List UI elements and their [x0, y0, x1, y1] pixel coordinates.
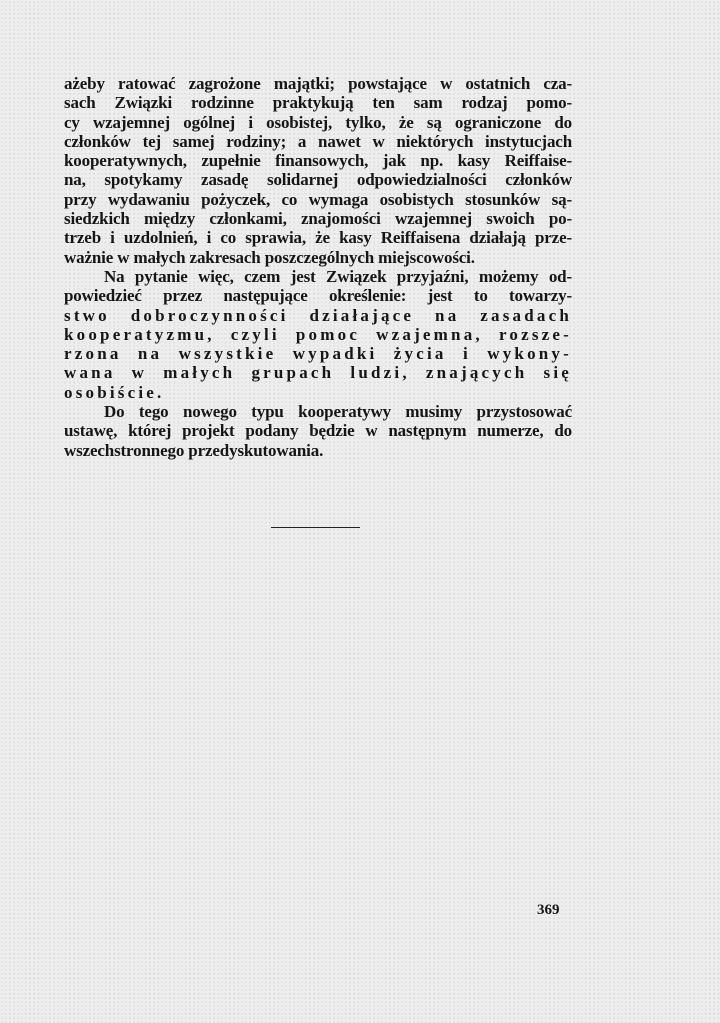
text-line: trzeb i uzdolnień, i co sprawia, że kasy Reiffaisena działają prze- — [64, 228, 572, 248]
text-line: członków tej samej rodziny; a nawet w niektórych instytucjach — [64, 131, 572, 151]
text-line: stwo dobroczynności działające na zasadach — [64, 305, 572, 325]
text-line: cy wzajemnej ogólnej i osobistej, tylko, że są ograniczone do — [64, 112, 572, 132]
text-line: ażeby ratować zagrożone majątki; powstające w ostatnich cza- — [64, 74, 572, 93]
text-line: wana w małych grupach ludzi, znających się — [64, 363, 572, 383]
text-line: powiedzieć przez następujące określenie: jest to towarzy- — [64, 286, 572, 306]
text-line: ważnie w małych zakresach poszczególnych miejscowości. — [64, 247, 475, 267]
text-line: osobiście. — [64, 382, 165, 402]
text-line: kooperatywnych, zupełnie finansowych, jak np. kasy Reiffaise- — [64, 151, 572, 171]
body-text — [64, 74, 572, 460]
text-line: na, spotykamy zasadę solidarnej odpowiedzialności członków — [64, 170, 572, 190]
text-line: siedzkich między członkami, znajomości wzajemnej swoich po- — [64, 209, 572, 229]
text-line: Na pytanie więc, czem jest Związek przyjaźni, możemy od- — [104, 266, 572, 286]
text-line: ustawę, której projekt podany będzie w następnym numerze, do — [64, 421, 572, 441]
text-line: kooperatyzmu, czyli pomoc wzajemna, rozsze- — [64, 324, 572, 344]
text-line: Do tego nowego typu kooperatywy musimy przystosować — [104, 402, 572, 422]
section-divider — [271, 527, 360, 528]
page-number: 369 — [537, 902, 560, 918]
text-line: przy wydawaniu pożyczek, co wymaga osobistych stosunków są- — [64, 189, 572, 209]
text-line: rzona na wszystkie wypadki życia i wykony- — [64, 344, 572, 364]
text-line: wszechstronnego przedyskutowania. — [64, 440, 324, 460]
text-line: sach Związki rodzinne praktykują ten sam rodzaj pomo- — [64, 93, 572, 113]
